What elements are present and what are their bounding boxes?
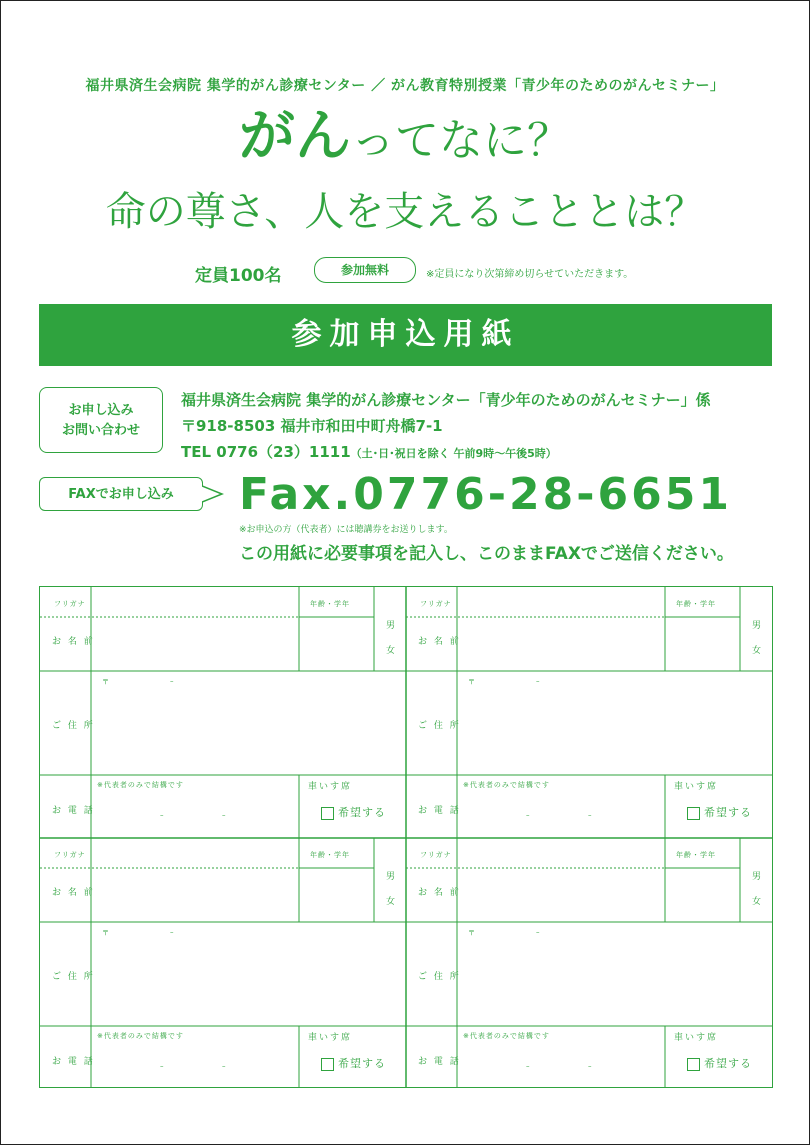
wheelchair-checkbox[interactable] [687,1058,700,1071]
postal-dash: – [170,928,175,936]
age-grade-label: 年齢・学年 [310,600,350,608]
hope-label: 希望する [704,806,752,819]
age-grade-label: 年齢・学年 [676,600,716,608]
name-label: お 名 前 [52,888,95,898]
wheelchair-label: 車いす席 [308,1033,353,1043]
gender-male-label: 男 [752,621,764,631]
age-grade-label: 年齢・学年 [310,851,350,859]
phone-dash-2: – [222,1062,227,1070]
postal-dash: – [536,928,541,936]
address-label: ご 住 所 [418,721,461,731]
wheelchair-label: 車いす席 [674,782,719,792]
representative-note: ※代表者のみで結構です [463,1032,550,1040]
postal-mark: 〒 [102,678,110,686]
representative-note: ※代表者のみで結構です [97,781,184,789]
wheelchair-hope-option [687,804,752,820]
headline-question-2: 命の尊さ、人を支えることとは？ [105,189,705,235]
postal-dash: – [536,677,541,685]
phone-label: お 電 話 [418,1057,461,1067]
furigana-label: フリガナ [54,600,86,608]
wheelchair-checkbox[interactable] [321,1058,334,1071]
fax-instruction: この用紙に必要事項を記入し、このままFAXでご送信ください。 [239,544,734,564]
phone-dash-2: – [588,1062,593,1070]
grid-lines [40,587,772,1087]
wheelchair-hope-option [687,1055,752,1071]
contact-tel [181,441,557,462]
contact-org: 福井県済生会病院 集学的がん診療センター「青少年のためのがんセミナー」係 [181,391,711,409]
event-org-line: 福井県済生会病院 集学的がん診療センター ／ がん教育特別授業「青少年のためのがんセミナー」 [85,78,725,94]
address-label: ご 住 所 [52,972,95,982]
wheelchair-checkbox[interactable] [687,807,700,820]
phone-dash-2: – [222,811,227,819]
capacity-note: ※定員になり次第締め切らせていただきます。 [426,269,634,280]
headline-rest: ってなに？ [351,115,571,166]
phone-dash-1: – [526,1062,531,1070]
name-label: お 名 前 [52,637,95,647]
postal-mark: 〒 [468,929,476,937]
arrow-right-icon [202,477,224,511]
hope-label: 希望する [338,1057,386,1070]
contact-label-line2: お問い合わせ [61,423,140,438]
phone-dash-2: – [588,811,593,819]
address-label: ご 住 所 [418,972,461,982]
phone-label: お 電 話 [52,806,95,816]
representative-note: ※代表者のみで結構です [97,1032,184,1040]
gender-male-label: 男 [386,872,398,882]
contact-address: 〒918-8503 福井市和田中町舟橋7-1 [181,417,443,435]
furigana-label: フリガナ [420,851,452,859]
hope-label: 希望する [704,1057,752,1070]
address-label: ご 住 所 [52,721,95,731]
headline-big-word: がん [239,104,351,169]
gender-female-label: 女 [386,897,398,907]
wheelchair-label: 車いす席 [674,1033,719,1043]
contact-label-box [39,387,163,453]
wheelchair-hope-option [321,1055,386,1071]
postal-mark: 〒 [468,678,476,686]
phone-dash-1: – [160,811,165,819]
gender-male-label: 男 [752,872,764,882]
furigana-label: フリガナ [54,851,86,859]
postal-dash: – [170,677,175,685]
representative-note: ※代表者のみで結構です [463,781,550,789]
fax-tag: FAXでお申し込み [39,477,203,511]
age-grade-label: 年齢・学年 [676,851,716,859]
fax-number: Fax.0776-28-6651 [239,469,732,520]
contact-label-line1: お申し込み [68,403,134,418]
name-label: お 名 前 [418,888,461,898]
contact-tel-hours: （土･日･祝日を除く 午前9時～午後5時） [350,447,557,460]
capacity-label: 定員100名 [195,266,282,286]
headline-question-1 [1,104,809,169]
phone-label: お 電 話 [418,806,461,816]
gender-female-label: 女 [386,646,398,656]
phone-dash-1: – [526,811,531,819]
phone-dash-1: – [160,1062,165,1070]
wheelchair-hope-option [321,804,386,820]
phone-label: お 電 話 [52,1057,95,1067]
gender-male-label: 男 [386,621,398,631]
postal-mark: 〒 [102,929,110,937]
contact-tel-number: TEL 0776（23）1111 [181,443,351,461]
fax-note: ※お申込の方（代表者）には聴講券をお送りします。 [239,525,453,535]
free-badge: 参加無料 [314,257,416,283]
name-label: お 名 前 [418,637,461,647]
furigana-label: フリガナ [420,600,452,608]
hope-label: 希望する [338,806,386,819]
form-title-banner: 参加申込用紙 [39,304,772,366]
gender-female-label: 女 [752,646,764,656]
wheelchair-checkbox[interactable] [321,807,334,820]
gender-female-label: 女 [752,897,764,907]
wheelchair-label: 車いす席 [308,782,353,792]
application-grid [39,586,773,1088]
